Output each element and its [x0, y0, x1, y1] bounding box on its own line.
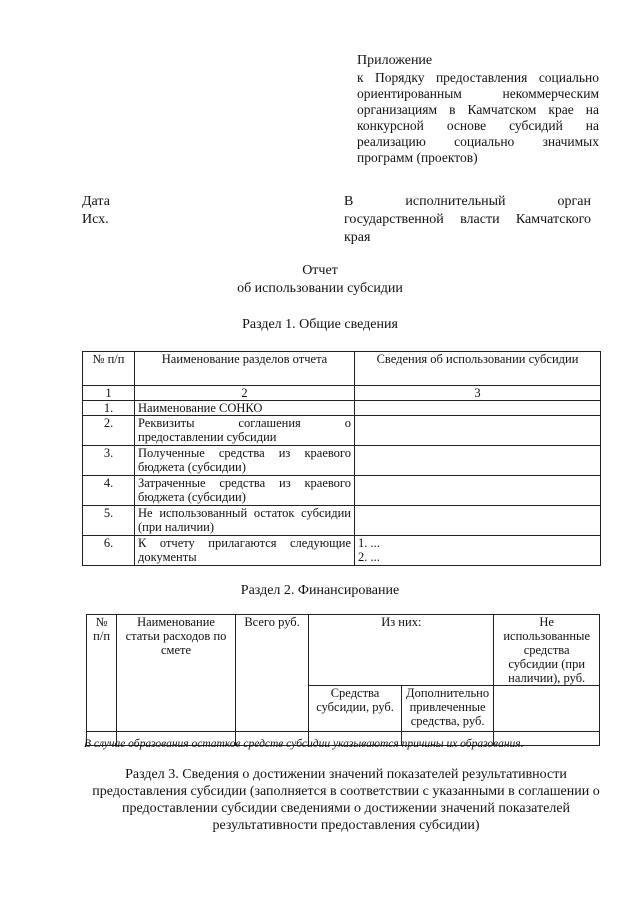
row-num: 3.: [83, 446, 135, 476]
row-name: Реквизиты соглашения о предоставлении субсидии: [135, 416, 355, 446]
attachment-line: 1. ...: [358, 536, 380, 550]
financing-note: В случае образования остатков средств субсидии указываются причины их образования.: [84, 738, 524, 750]
header-unused-empty: [494, 686, 600, 732]
table-row: [83, 536, 601, 566]
date-label: Дата: [82, 194, 110, 209]
row-value: [355, 401, 601, 416]
row-value: [355, 416, 601, 446]
header-subsidy-funds: Средства субсидии, руб.: [309, 686, 402, 732]
appendix-body: к Порядку предоставления социально ориентированным некоммерческим организациям в Камчатском крае на конкурсной основе субсидий на реализацию социально значимых программ (проектов): [357, 69, 599, 165]
table-row: [83, 416, 601, 446]
row-name: Наименование СОНКО: [135, 401, 355, 416]
table-row: [83, 446, 601, 476]
row-name: Затраченные средства из краевого бюджета (субсидии): [135, 476, 355, 506]
row-num: 1.: [83, 401, 135, 416]
table-header-row: [87, 615, 600, 686]
header-additional-funds: Дополнительно привлеченные средства, руб.: [401, 686, 494, 732]
ref-label: Исх.: [82, 212, 109, 227]
row-name: К отчету прилагаются следующие документы: [135, 536, 355, 566]
row-value: [355, 536, 601, 566]
financing-table: [86, 614, 600, 746]
header-value: Сведения об использовании субсидии: [355, 352, 601, 386]
table-row: [83, 476, 601, 506]
col-number: 1: [83, 386, 135, 401]
attachment-line: 2. ...: [358, 550, 380, 564]
date-ref-block: [82, 193, 110, 229]
header-unused: Не использованные средства субсидии (при наличии), руб.: [494, 615, 600, 686]
section2-title: Раздел 2. Финансирование: [240, 583, 400, 598]
col-number: 2: [135, 386, 355, 401]
table-header-row: [83, 352, 601, 386]
report-subtitle: об использовании субсидии: [237, 281, 403, 296]
header-of-which: Из них:: [309, 615, 494, 686]
table-row: [83, 506, 601, 536]
report-title: Отчет: [302, 263, 338, 278]
recipient: В исполнительный орган государственной власти Камчатского края: [344, 194, 591, 245]
section1-title: Раздел 1. Общие сведения: [242, 317, 398, 332]
section3-title: Раздел 3. Сведения о достижении значений показателей результативности предоставления субсидии (заполняется в соответствии с указанными в соглашении о предоставлении субсидии сведениями о достижении значений показателей результативности предоставления субсидии): [92, 767, 600, 833]
header-num: № п/п: [87, 615, 117, 732]
row-value: [355, 506, 601, 536]
header-total: Всего руб.: [235, 615, 308, 732]
row-value: [355, 476, 601, 506]
column-number-row: [83, 386, 601, 401]
general-info-table: [82, 351, 601, 566]
col-number: 3: [355, 386, 601, 401]
row-name: Полученные средства из краевого бюджета (субсидии): [135, 446, 355, 476]
header-expense-item: Наименование статьи расходов по смете: [117, 615, 236, 732]
row-num: 2.: [83, 416, 135, 446]
row-name: Не использованный остаток субсидии (при наличии): [135, 506, 355, 536]
appendix-title: Приложение: [357, 53, 433, 68]
row-value: [355, 446, 601, 476]
appendix-block: [357, 52, 599, 166]
row-num: 6.: [83, 536, 135, 566]
table-row: [83, 401, 601, 416]
header-name: Наименование разделов отчета: [135, 352, 355, 386]
row-num: 4.: [83, 476, 135, 506]
header-num: № п/п: [83, 352, 135, 386]
row-num: 5.: [83, 506, 135, 536]
